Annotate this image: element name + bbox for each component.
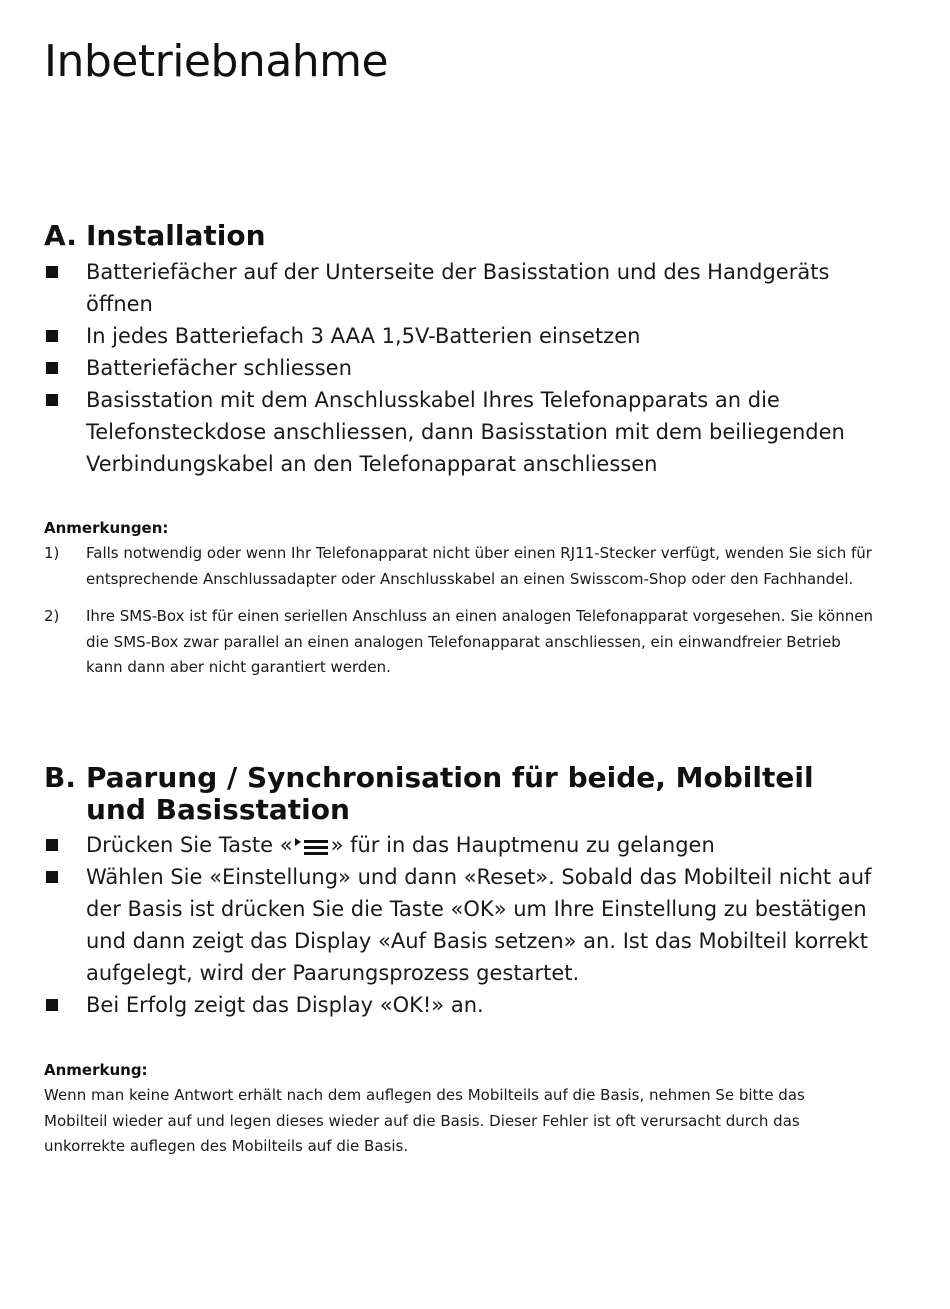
note-item: 1) Falls notwendig oder wenn Ihr Telefonapparat nicht über einen RJ11-Stecker verfügt, wenden Sie sich für entsprechende Anschlussadapter oder Anschlusskabel an einen Swisscom-Shop oder den Fachhandel. (44, 544, 872, 588)
bullet-square-icon (44, 861, 86, 989)
bullet-square-icon (44, 256, 86, 320)
list-item: Batteriefächer schliessen (44, 352, 874, 384)
section-b-title-line2: und Basisstation (86, 793, 350, 826)
section-b-note-text: Wenn man keine Antwort erhält nach dem auflegen des Mobilteils auf die Basis, nehmen Se bitte das Mobilteil wieder auf und legen dieses wieder auf die Basis. Dieser Fehler ist oft verursacht durch das unkorrekte auflegen des Mobilteils auf die Basis. (44, 1086, 805, 1155)
list-item: Batteriefächer auf der Unterseite der Basisstation und des Handgeräts öffnen (44, 256, 874, 320)
note-item: 2) Ihre SMS-Box ist für einen seriellen Anschluss an einen analogen Telefonapparat vorgesehen. Sie können die SMS-Box zwar parallel an einen analogen Telefonapparat anschliessen, ein einwandfreier Betrieb kann dann aber nicht garantiert werden. (44, 607, 873, 676)
bullet-square-icon (44, 989, 86, 1021)
list-item: Bei Erfolg zeigt das Display «OK!» an. (44, 989, 874, 1021)
section-b-note-label: Anmerkung: (44, 1061, 148, 1079)
section-a-notes (44, 541, 874, 693)
section-b-title-line1: Paarung / Synchronisation für beide, Mobilteil (86, 761, 814, 794)
section-a-notes-label: Anmerkungen: (44, 519, 169, 537)
list-item: Basisstation mit dem Anschlusskabel Ihres Telefonapparats an die Telefonsteckdose anschliessen, dann Basisstation mit dem beiliegenden Verbindungskabel an den Telefonapparat anschliessen (44, 384, 874, 480)
section-b-bullets (44, 829, 874, 1021)
bullet-square-icon (44, 829, 86, 861)
section-a-heading (44, 220, 266, 252)
section-b-heading (44, 762, 814, 826)
list-item: Wählen Sie «Einstellung» und dann «Reset». Sobald das Mobilteil nicht auf der Basis ist drücken Sie die Taste «OK» um Ihre Einstellung zu bestätigen und dann zeigt das Display «Auf Basis setzen» an. Ist das Mobilteil korrekt aufgelegt, wird der Paarungsprozess gestartet. (44, 861, 874, 989)
section-a-title: Installation (86, 219, 266, 252)
section-b-letter: B. (44, 761, 76, 794)
list-item: In jedes Batteriefach 3 AAA 1,5V-Batterien einsetzen (44, 320, 874, 352)
section-a-bullets (44, 256, 874, 480)
bullet-square-icon (44, 352, 86, 384)
bullet-square-icon (44, 320, 86, 352)
page-title: Inbetriebnahme (44, 36, 389, 87)
list-item: Drücken Sie Taste « » für in das Hauptmenu zu gelangen (44, 829, 874, 861)
menu-key-icon (295, 837, 329, 855)
bullet-square-icon (44, 384, 86, 480)
section-a-letter: A. (44, 219, 77, 252)
